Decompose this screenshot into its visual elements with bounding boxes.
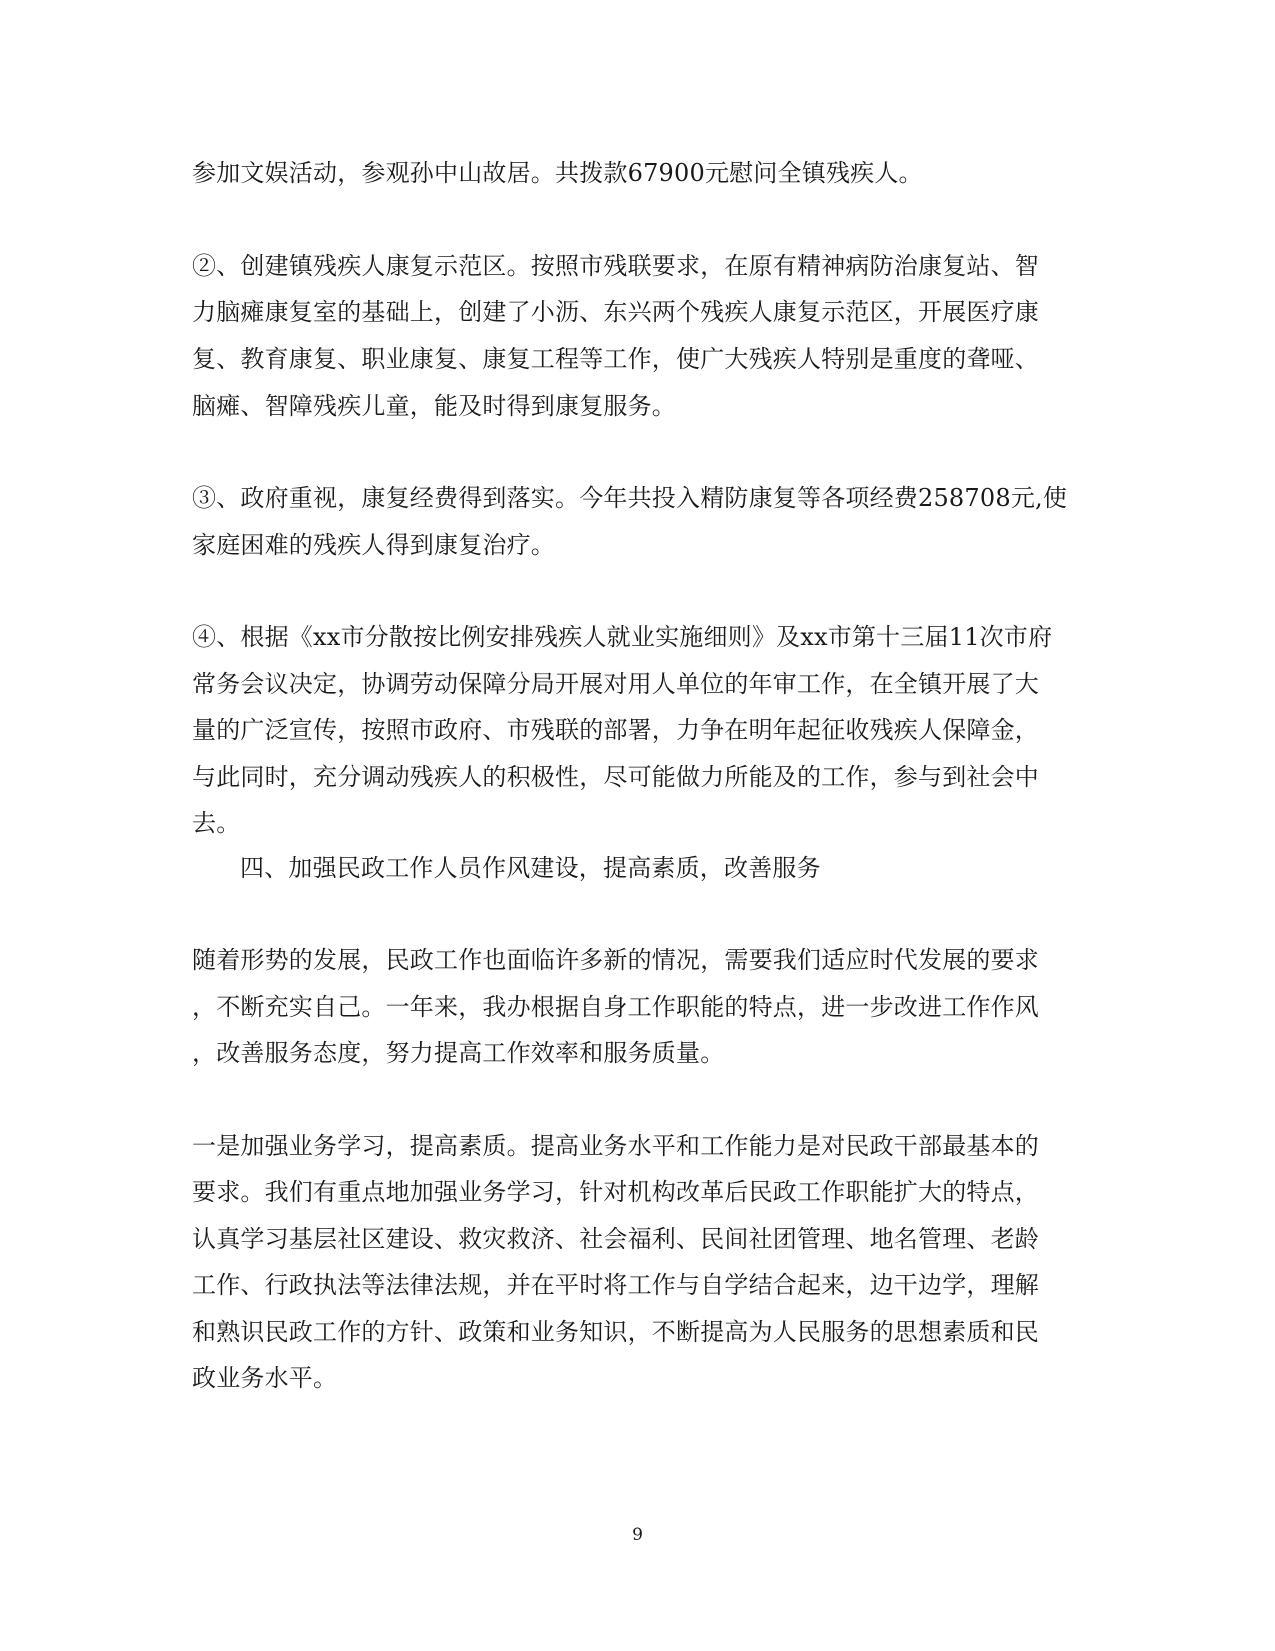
text-line: 脑瘫、智障残疾儿童，能及时得到康复服务。 bbox=[192, 392, 676, 420]
text-line: 家庭困难的残疾人得到康复治疗。 bbox=[192, 531, 555, 559]
text-line: 工作、行政执法等法律法规，并在平时将工作与自学结合起来，边干边学，理解 bbox=[192, 1271, 1039, 1299]
text-line: 去。 bbox=[192, 809, 241, 837]
page-number: 9 bbox=[632, 1525, 643, 1545]
text-line: ④、根据《xx市分散按比例安排残疾人就业实施细则》及xx市第十三届11次市府 bbox=[192, 623, 1053, 651]
section-heading: 四、加强民政工作人员作风建设，提高素质，改善服务 bbox=[240, 854, 821, 882]
text-line: 一是加强业务学习，提高素质。提高业务水平和工作能力是对民政干部最基本的 bbox=[192, 1132, 1039, 1160]
text-line: 量的广泛宣传，按照市政府、市残联的部署，力争在明年起征收残疾人保障金， bbox=[192, 716, 1039, 744]
text-line: 力脑瘫康复室的基础上，创建了小沥、东兴两个残疾人康复示范区，开展医疗康 bbox=[192, 298, 1039, 326]
text-line: 政业务水平。 bbox=[192, 1364, 338, 1392]
text-line: ，不断充实自己。一年来，我办根据自身工作职能的特点，进一步改进工作作风 bbox=[192, 993, 1039, 1021]
text-line: 与此同时，充分调动残疾人的积极性，尽可能做力所能及的工作，参与到社会中 bbox=[192, 763, 1039, 791]
text-line: 要求。我们有重点地加强业务学习，针对机构改革后民政工作职能扩大的特点， bbox=[192, 1178, 1039, 1206]
text-line: 和熟识民政工作的方针、政策和业务知识，不断提高为人民服务的思想素质和民 bbox=[192, 1318, 1039, 1346]
text-line: 认真学习基层社区建设、救灾救济、社会福利、民间社团管理、地名管理、老龄 bbox=[192, 1225, 1039, 1253]
text-line: ，改善服务态度，努力提高工作效率和服务质量。 bbox=[192, 1039, 725, 1067]
text-line: 复、教育康复、职业康复、康复工程等工作，使广大残疾人特别是重度的聋哑、 bbox=[192, 345, 1039, 373]
text-line: 常务会议决定，协调劳动保障分局开展对用人单位的年审工作，在全镇开展了大 bbox=[192, 670, 1039, 698]
text-line: 随着形势的发展，民政工作也面临许多新的情况，需要我们适应时代发展的要求 bbox=[192, 946, 1039, 974]
text-line: 参加文娱活动，参观孙中山故居。共拨款67900元慰问全镇残疾人。 bbox=[192, 159, 923, 187]
text-line: ③、政府重视，康复经费得到落实。今年共投入精防康复等各项经费258708元,使 bbox=[192, 484, 1068, 512]
text-line: ②、创建镇残疾人康复示范区。按照市残联要求，在原有精神病防治康复站、智 bbox=[192, 252, 1039, 280]
